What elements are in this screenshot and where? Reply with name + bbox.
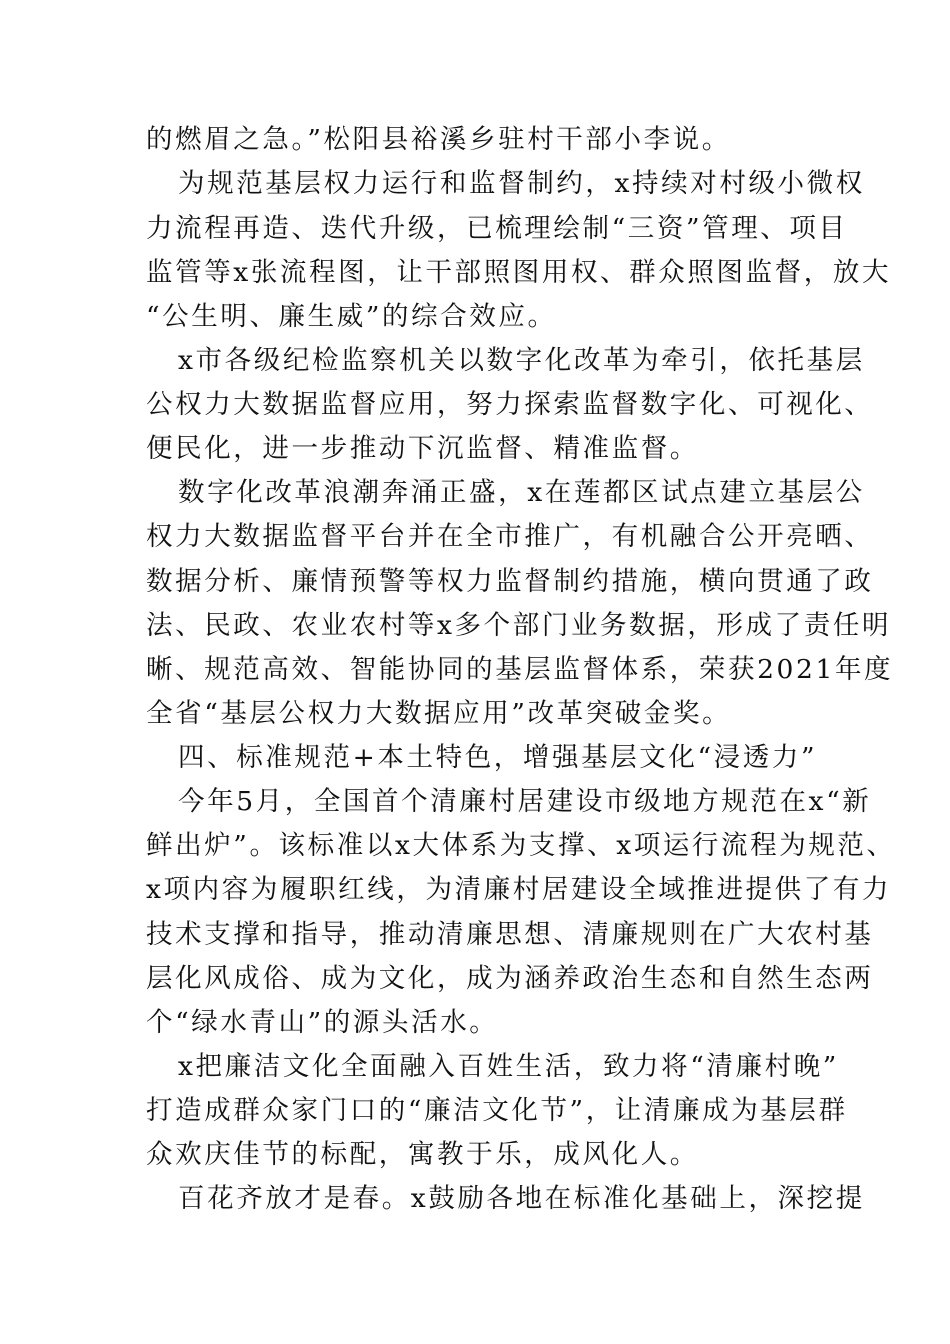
text-line: 权力大数据监督平台并在全市推广，有机融合公开亮晒、 <box>146 521 874 552</box>
text-line: x把廉洁文化全面融入百姓生活，致力将“清廉村晚” <box>178 1051 839 1082</box>
text-line: “公生明、廉生威”的综合效应。 <box>146 301 557 332</box>
text-line: 百花齐放才是春。x鼓励各地在标准化基础上，深挖提 <box>178 1183 865 1214</box>
text-line: 的燃眉之急。”松阳县裕溪乡驻村干部小李说。 <box>146 124 731 155</box>
text-line: 监管等x张流程图，让干部照图用权、群众照图监督，放大 <box>146 257 892 288</box>
text-line: 晰、规范高效、智能协同的基层监督体系，荣获2021年度 <box>146 654 894 685</box>
section-heading: 四、标准规范+本土特色，增强基层文化“浸透力” <box>178 742 818 773</box>
text-line: 便民化，进一步推动下沉监督、精准监督。 <box>146 433 699 464</box>
text-line: 今年5月，全国首个清廉村居建设市级地方规范在x“新 <box>178 786 872 817</box>
text-line: 数据分析、廉情预警等权力监督制约措施，横向贯通了政 <box>146 566 874 597</box>
text-line: 力流程再造、迭代升级，已梳理绘制“三资”管理、项目 <box>146 213 848 244</box>
text-line: x项内容为履职红线，为清廉村居建设全域推进提供了有力 <box>146 874 892 905</box>
text-line: 法、民政、农业农村等x多个部门业务数据，形成了责任明 <box>146 610 892 641</box>
text-line: 全省“基层公权力大数据应用”改革突破金奖。 <box>146 698 732 729</box>
text-line: 打造成群众家门口的“廉洁文化节”，让清廉成为基层群 <box>146 1095 848 1126</box>
text-line: 为规范基层权力运行和监督制约，x持续对村级小微权 <box>178 168 865 199</box>
text-line: x市各级纪检监察机关以数字化改革为牵引，依托基层 <box>178 345 865 376</box>
text-line: 个“绿水青山”的源头活水。 <box>146 1007 499 1038</box>
text-line: 公权力大数据监督应用，努力探索监督数字化、可视化、 <box>146 389 874 420</box>
text-line: 鲜出炉”。该标准以x大体系为支撑、x项运行流程为规范、 <box>146 830 896 861</box>
text-line: 层化风成俗、成为文化，成为涵养政治生态和自然生态两 <box>146 963 874 994</box>
text-line: 数字化改革浪潮奔涌正盛，x在莲都区试点建立基层公 <box>178 477 865 508</box>
text-line: 技术支撑和指导，推动清廉思想、清廉规则在广大农村基 <box>146 919 874 950</box>
text-line: 众欢庆佳节的标配，寓教于乐，成风化人。 <box>146 1139 699 1170</box>
